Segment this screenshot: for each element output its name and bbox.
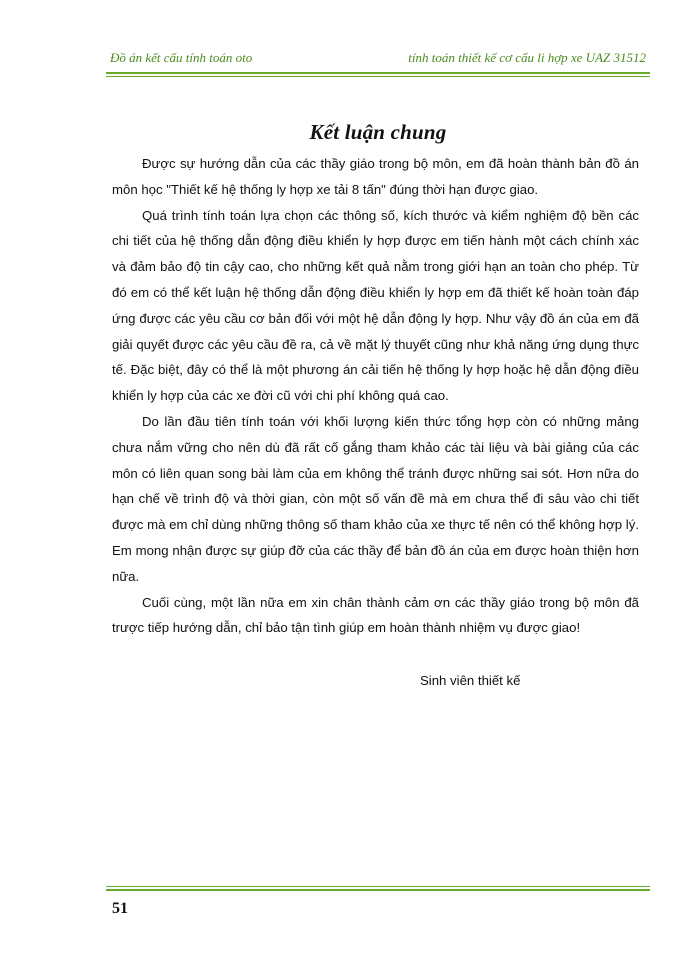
header-right-text: tính toán thiết kế cơ cấu li hợp xe UAZ 31512 xyxy=(408,50,646,65)
paragraph: Quá trình tính toán lựa chọn các thông số, kích thước và kiểm nghiệm độ bền các chi tiết của hệ thống dẫn động điều khiển ly hợp được em tiến hành một cách chính xác và đảm bảo độ tin cậy cao, cho những kết quả nằm trong giới hạn an toàn cho phép. Từ đó em có thể kết luận hệ thống dẫn động điều khiển ly hợp em đã thiết kế hoàn toàn đáp ứng được các yêu cầu cơ bản đối với một hệ dẫn động ly hợp. Như vậy đồ án của em đã giải quyết được các yêu cầu đề ra, cả về mặt lý thuyết cũng như khả năng ứng dụng thực tế. Đặc biệt, đây có thể là một phương án cải tiến hệ thống ly hợp hoặc hệ dẫn động điều khiển ly hợp của các xe đời cũ với chi phí không quá cao. xyxy=(112,207,639,404)
paragraph: Cuối cùng, một lần nữa em xin chân thành cảm ơn các thầy giáo trong bộ môn đã trược tiếp hướng dẫn, chỉ bảo tận tình giúp em hoàn thành nhiệm vụ được giao! xyxy=(112,594,639,636)
header-left-text: Đồ án kết cấu tính toán oto xyxy=(110,50,253,65)
page-header xyxy=(106,50,650,72)
header-divider xyxy=(106,72,650,74)
paragraph: Do lần đầu tiên tính toán với khối lượng kiến thức tổng hợp còn có những mảng chưa nắm vững cho nên dù đã rất cố gắng tham khảo các tài liệu và bài giảng của các môn có liên quan song bài làm của em không thể tránh được những sai sót. Hơn nữa do hạn chế về trình độ và thời gian, còn một số vấn đề mà em chưa thể đi sâu vào chi tiết được mà em chỉ dùng những thông số tham khảo của xe thực tế nên có thể không hợp lý. Em mong nhận được sự giúp đỡ của các thầy để bản đồ án của em được hoàn thiện hơn nữa. xyxy=(112,413,639,584)
signature-label: Sinh viên thiết kế xyxy=(420,673,521,688)
page-number: 51 xyxy=(112,900,128,917)
page-title: Kết luận chung xyxy=(309,120,447,144)
footer-divider xyxy=(106,886,650,887)
body-text xyxy=(112,151,639,641)
paragraph: Được sự hướng dẫn của các thầy giáo trong bộ môn, em đã hoàn thành bản đồ án môn học "Thiết kế hệ thống ly hợp xe tải 8 tấn" đúng thời hạn được giao. xyxy=(112,156,639,197)
